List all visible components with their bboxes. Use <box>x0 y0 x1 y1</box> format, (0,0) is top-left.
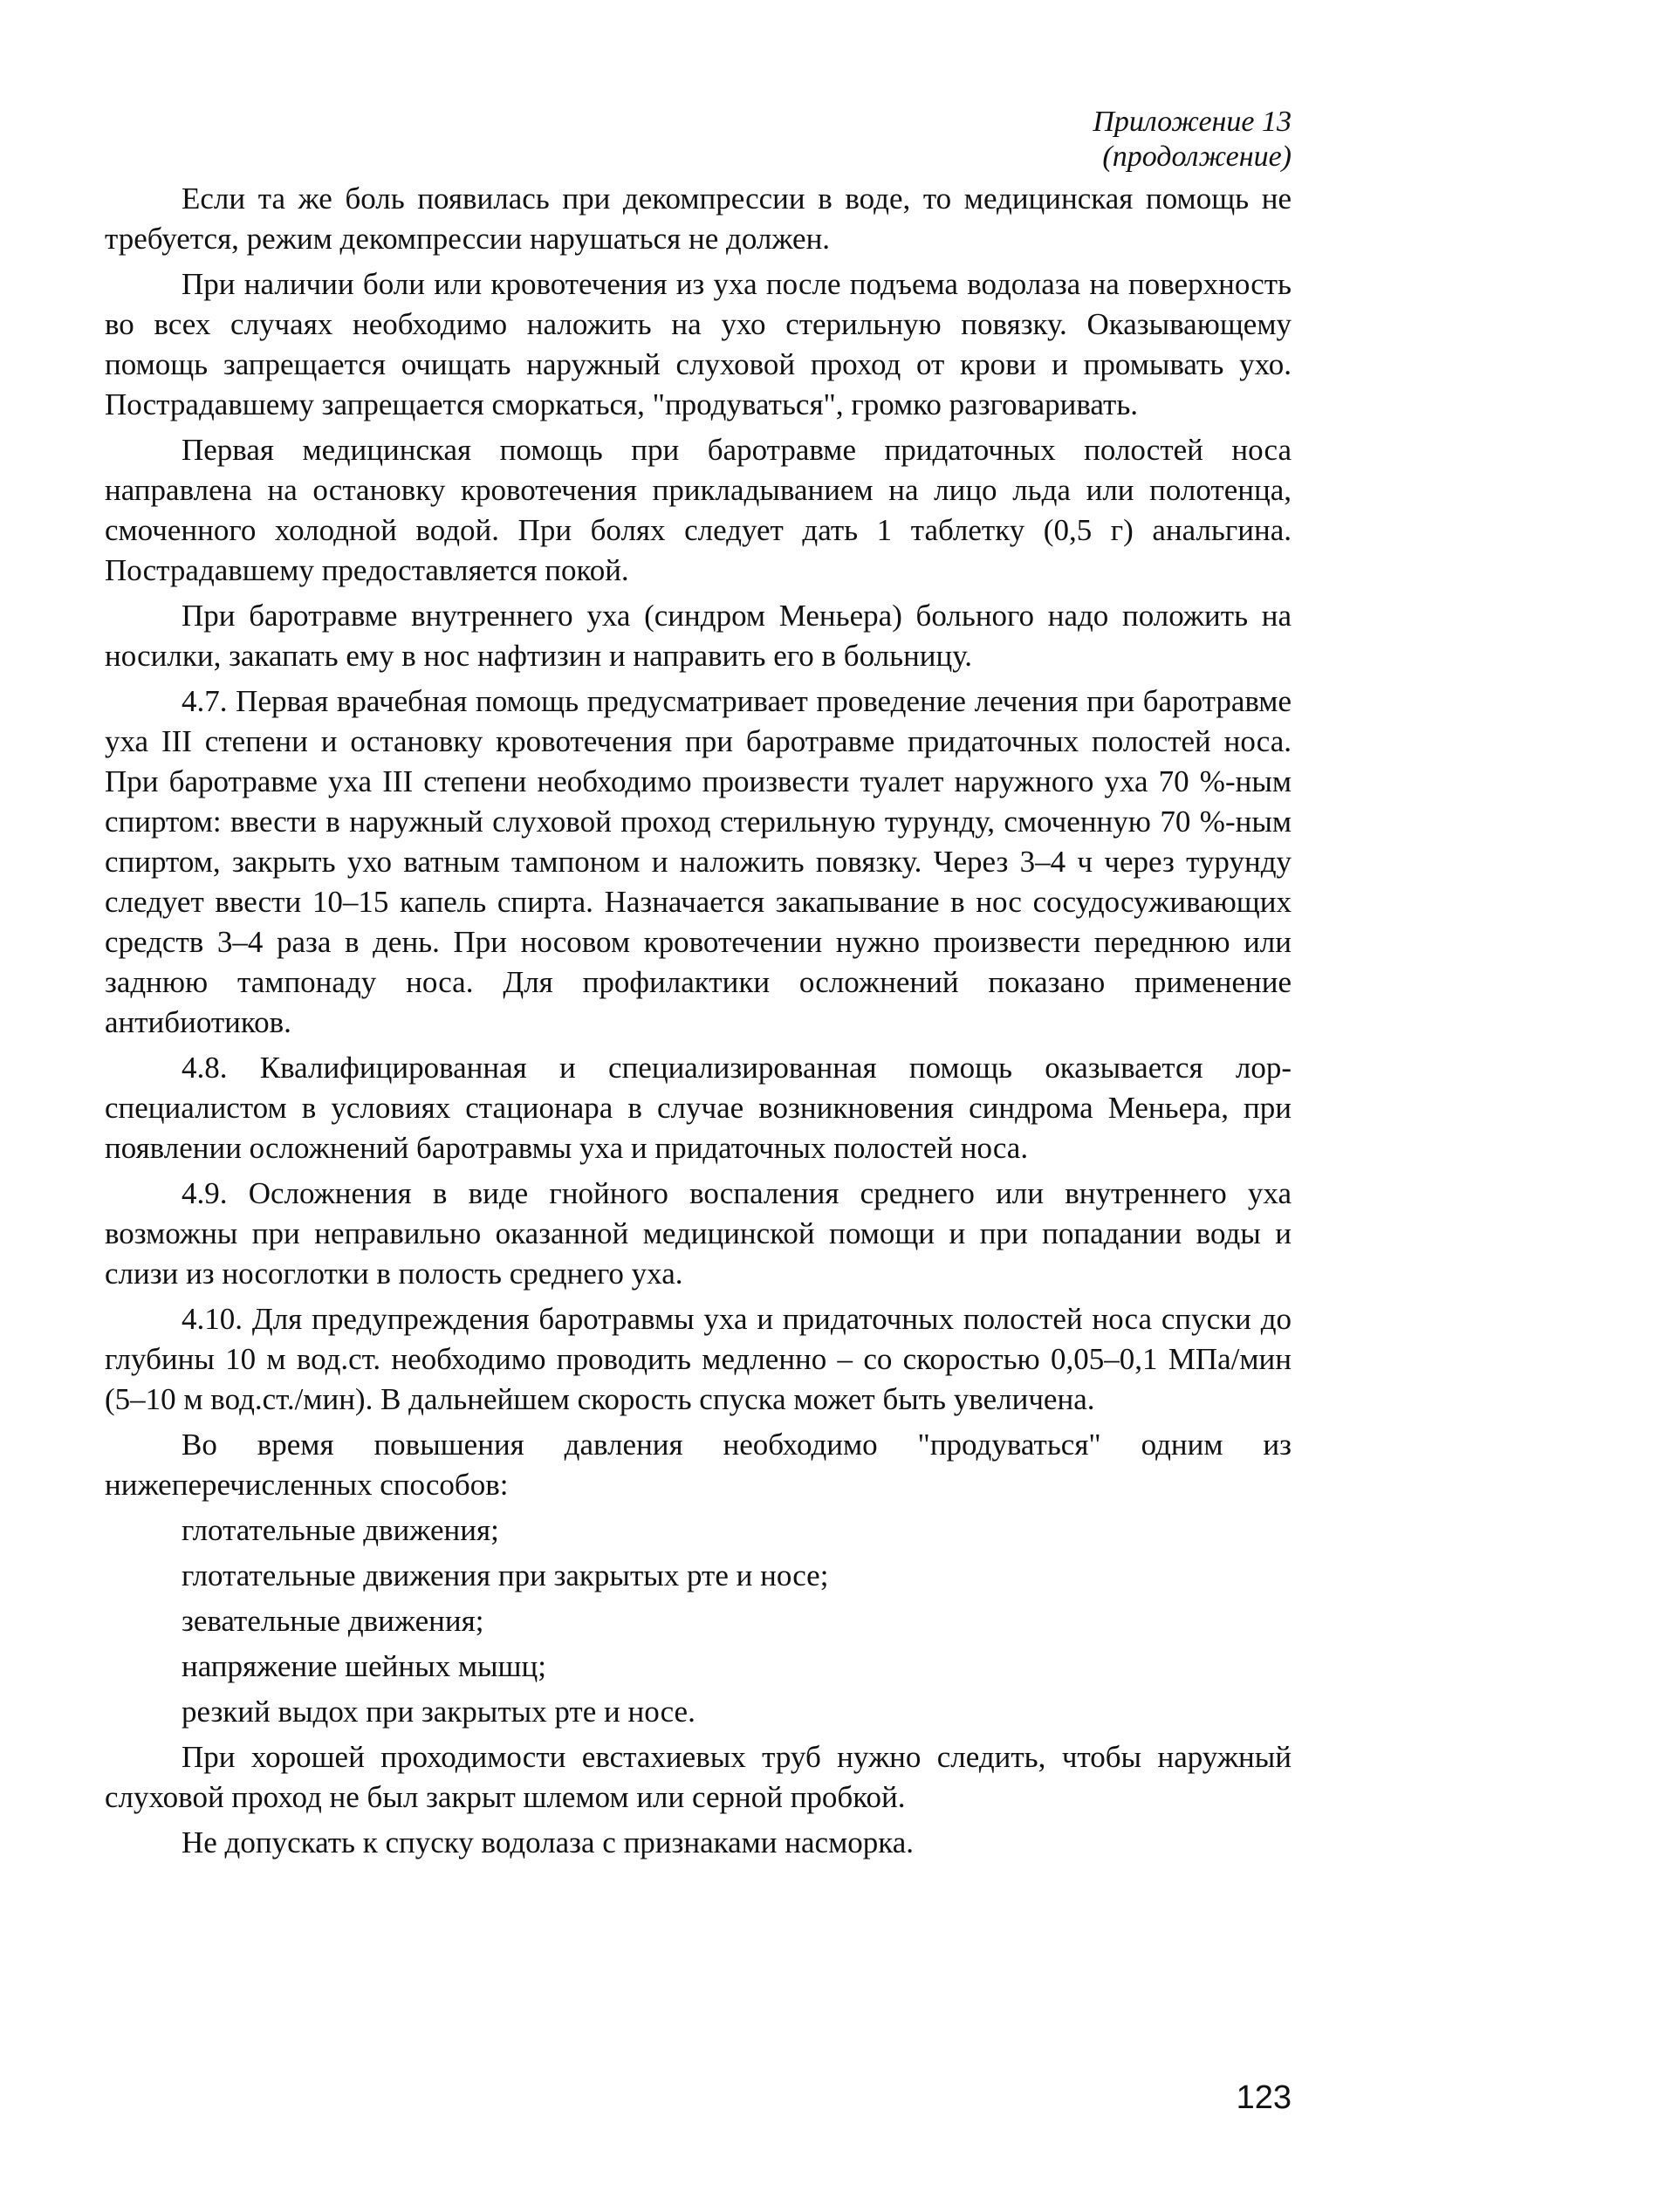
paragraph: Не допускать к спуску водолаза с признаками насморка. <box>182 1825 914 1859</box>
list-item: глотательные движения при закрытых рте и носе; <box>182 1558 829 1592</box>
list-item: напряжение шейных мышц; <box>182 1649 546 1683</box>
paragraph: При наличии боли или кровотечения из уха после подъема водолаза на поверхность во всех случаях необходимо наложить на ухо стерильную повязку. Оказывающему помощь запрещается очищать наружный слуховой проход от крови и промывать ухо. Пострадавшему запрещается сморкаться, "продуваться", громко разговаривать. <box>105 267 1292 421</box>
appendix-continuation: (продолжение) <box>1102 140 1292 173</box>
appendix-title: Приложение 13 <box>1093 106 1292 138</box>
paragraph: Если та же боль появилась при декомпрессии в воде, то медицинская помощь не требуется, режим декомпрессии нарушаться не должен. <box>105 181 1292 256</box>
paragraph-section-4-7: 4.7. Первая врачебная помощь предусматривает проведение лечения при баротравме уха III степени и остановку кровотечения при баротравме придаточных полостей носа. При баротравме уха III степени необходимо произвести туалет наружного уха 70 %-ным спиртом: ввести в наружный слуховой проход стерильную турунду, смоченную 70 %-ным спиртом, закрыть ухо ватным тампоном и наложить повязку. Через 3–4 ч через турунду следует ввести 10–15 капель спирта. Назначается закапывание в нос сосудосуживающих средств 3–4 раза в день. При носовом кровотечении нужно произвести переднюю или заднюю тампонаду носа. Для профилактики осложнений показано применение антибиотиков. <box>105 684 1292 1039</box>
document-page <box>105 105 1292 2116</box>
paragraph: Первая медицинская помощь при баротравме придаточных полостей носа направлена на остановку кровотечения прикладыванием на лицо льда или полотенца, смоченного холодной водой. При болях следует дать 1 таблетку (0,5 г) анальгина. Пострадавшему предоставляется покой. <box>105 433 1292 587</box>
list-item: резкий выдох при закрытых рте и носе. <box>182 1695 695 1729</box>
paragraph-section-4-8: 4.8. Квалифицированная и специализированная помощь оказывается лор-специалистом в условиях стационара в случае возникновения синдрома Меньера, при появлении осложнений баротравмы уха и придаточных полостей носа. <box>105 1051 1292 1165</box>
paragraph-section-4-10: 4.10. Для предупреждения баротравмы уха и придаточных полостей носа спуски до глубины 10 м вод.ст. необходимо проводить медленно – со скоростью 0,05–0,1 МПа/мин (5–10 м вод.ст./мин). В дальнейшем скорость спуска может быть увеличена. <box>105 1302 1292 1416</box>
list-item: зевательные движения; <box>182 1604 484 1638</box>
list-item: глотательные движения; <box>182 1513 499 1547</box>
page-number: 123 <box>1236 2079 1292 2116</box>
paragraph-section-4-9: 4.9. Осложнения в виде гнойного воспаления среднего или внутреннего уха возможны при неправильно оказанной медицинской помощи и при попадании воды и слизи из носоглотки в полость среднего уха. <box>105 1176 1292 1291</box>
paragraph: При баротравме внутреннего уха (синдром Меньера) больного надо положить на носилки, закапать ему в нос нафтизин и направить его в больницу. <box>105 599 1292 673</box>
paragraph: При хорошей проходимости евстахиевых труб нужно следить, чтобы наружный слуховой проход не был закрыт шлемом или серной пробкой. <box>105 1740 1292 1814</box>
paragraph: Во время повышения давления необходимо "продуваться" одним из нижеперечисленных способов: <box>105 1428 1292 1502</box>
appendix-label <box>1093 105 1292 175</box>
document-body <box>105 179 1292 1868</box>
